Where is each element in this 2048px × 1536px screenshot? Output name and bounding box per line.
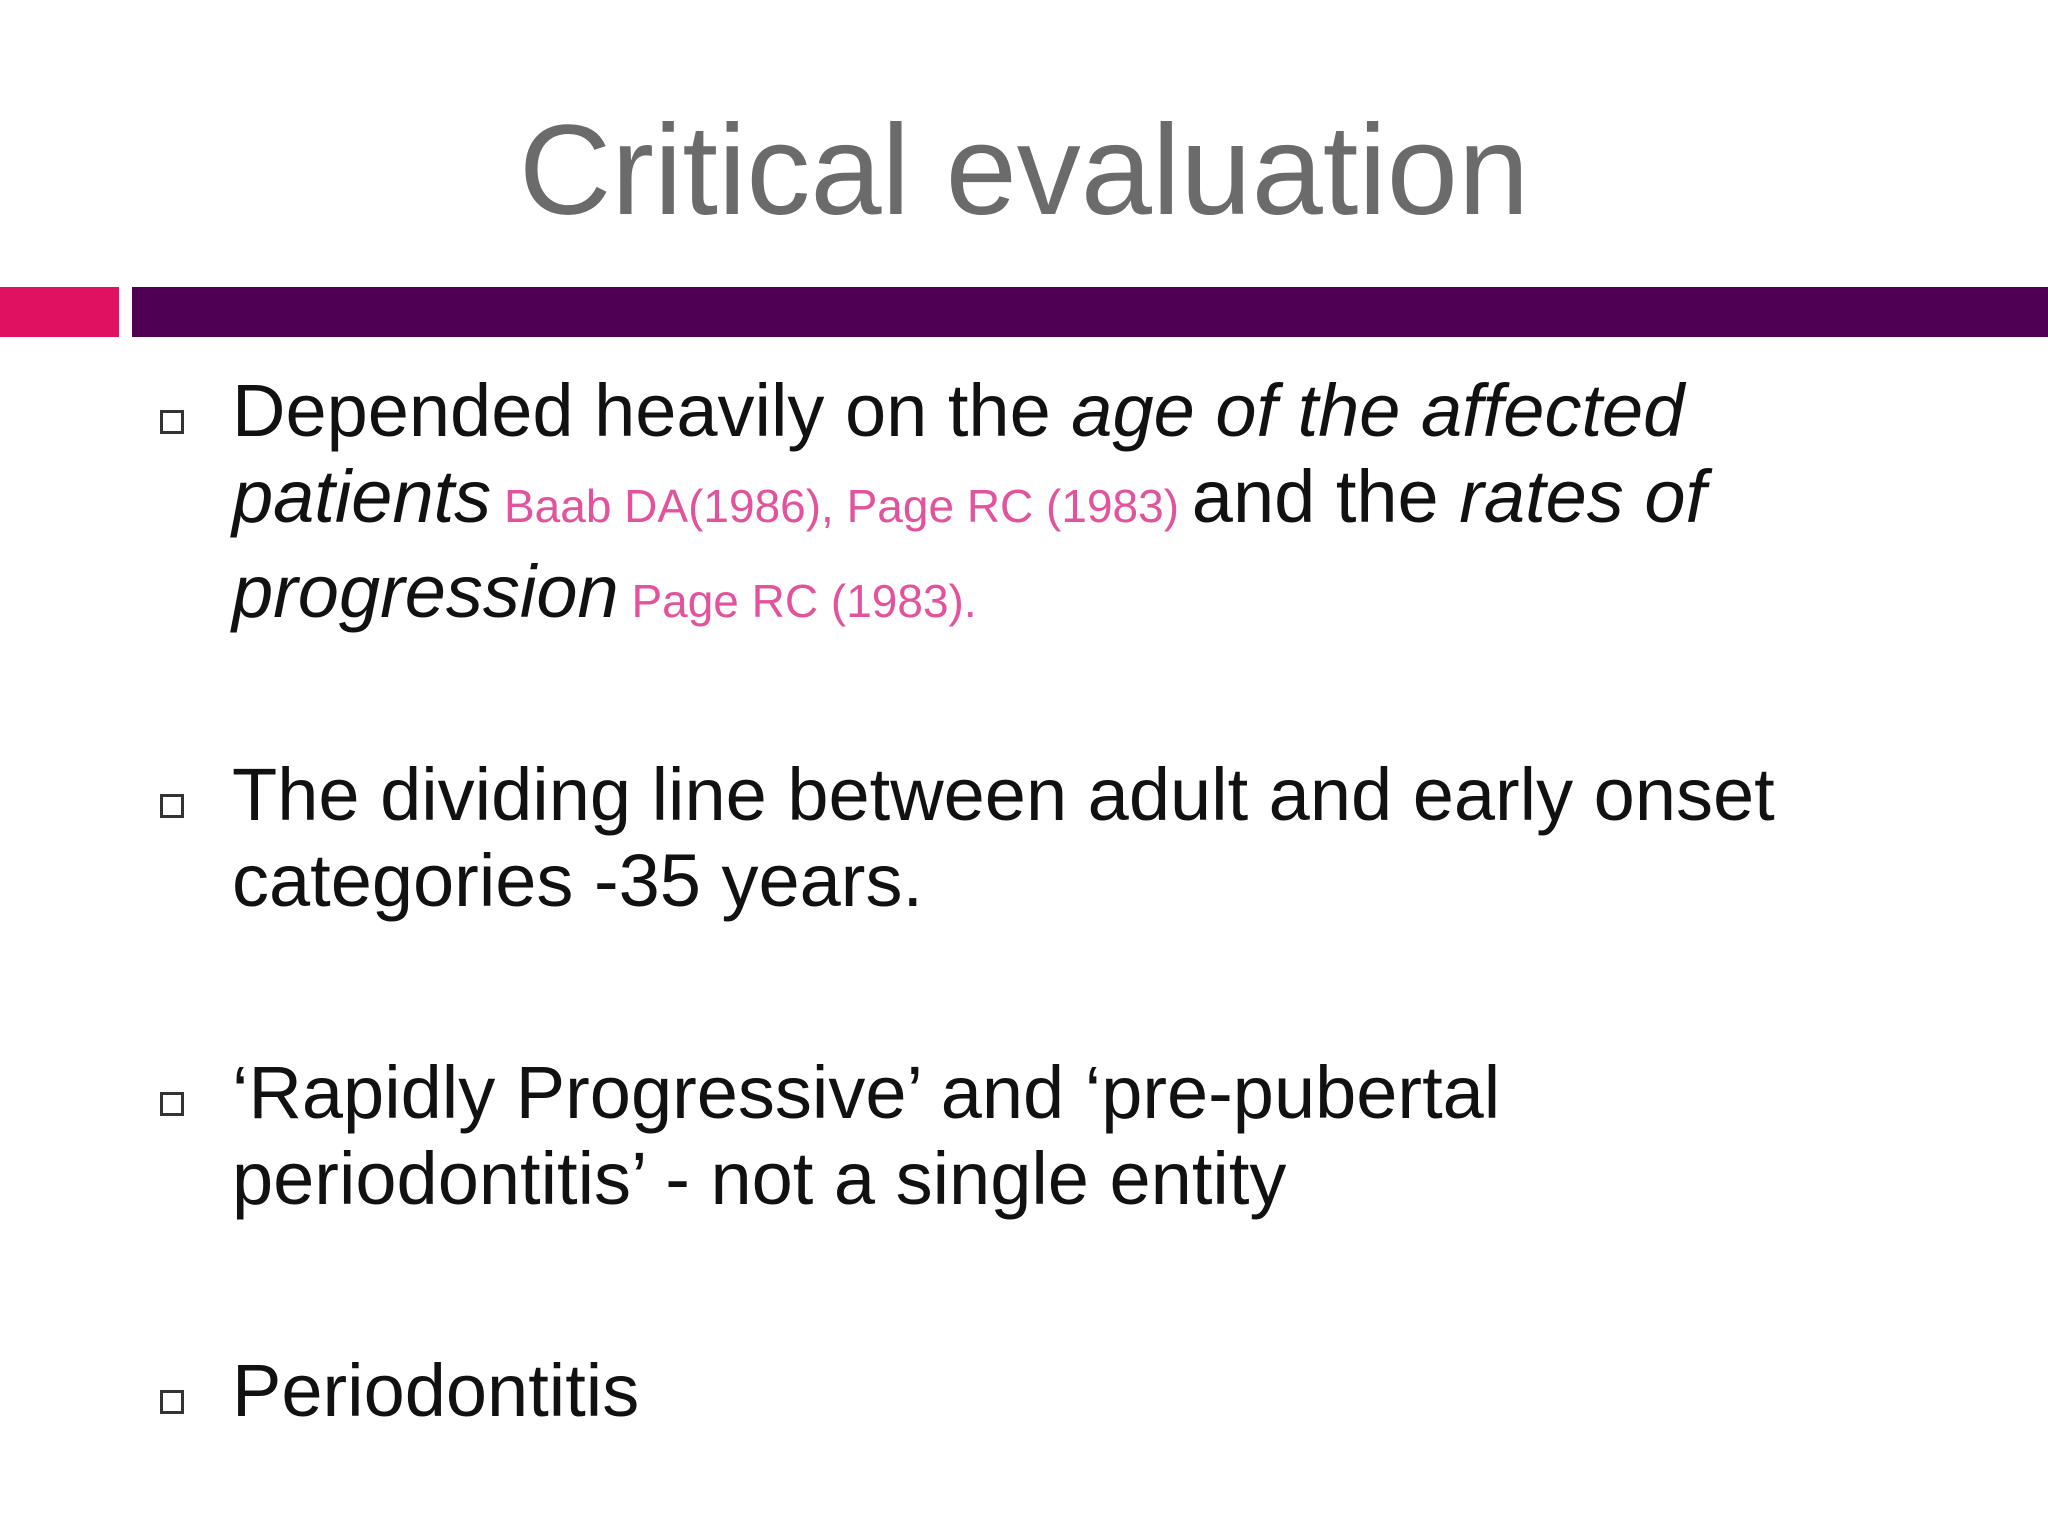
slide-title: Critical evaluation	[518, 99, 1530, 242]
bullet-text	[232, 1348, 1990, 1434]
bullet-text	[232, 368, 1990, 644]
emphasis-text: progression	[232, 550, 619, 633]
bullet-line	[232, 1136, 1990, 1222]
square-bullet-icon	[160, 794, 184, 818]
bullet-line	[232, 838, 1990, 924]
body-text: ‘Rapidly Progressive’ and ‘pre-pubertal	[232, 1051, 1501, 1134]
square-bullet-icon	[160, 1390, 184, 1414]
bullet-text	[232, 1050, 1990, 1222]
emphasis-text: patients	[232, 455, 492, 538]
bullet-line	[232, 454, 1990, 549]
body-text: periodontitis’ - not a single entity	[232, 1137, 1287, 1220]
emphasis-text: age of the affected	[1071, 369, 1685, 452]
body-text: The dividing line between adult and early onset	[232, 753, 1775, 836]
bullet-line	[232, 752, 1990, 838]
body-text: categories -35 years.	[232, 839, 924, 922]
bullet-line	[232, 1348, 1990, 1434]
body-text: and the	[1191, 455, 1460, 538]
bullet-line	[232, 549, 1990, 644]
square-bullet-icon	[160, 1092, 184, 1116]
citation-text: Baab DA(1986), Page RC (1983)	[491, 480, 1192, 532]
square-bullet-icon	[160, 410, 184, 434]
emphasis-text: rates of	[1459, 455, 1707, 538]
accent-bar-purple	[132, 287, 2048, 337]
bullet-line	[232, 368, 1990, 454]
citation-text: Page RC (1983).	[618, 575, 977, 627]
bullet-line	[232, 1050, 1990, 1136]
bullet-text	[232, 752, 1990, 924]
body-text: Depended heavily on the	[232, 369, 1072, 452]
body-text: Periodontitis	[232, 1349, 640, 1432]
accent-bar-pink	[0, 287, 119, 337]
